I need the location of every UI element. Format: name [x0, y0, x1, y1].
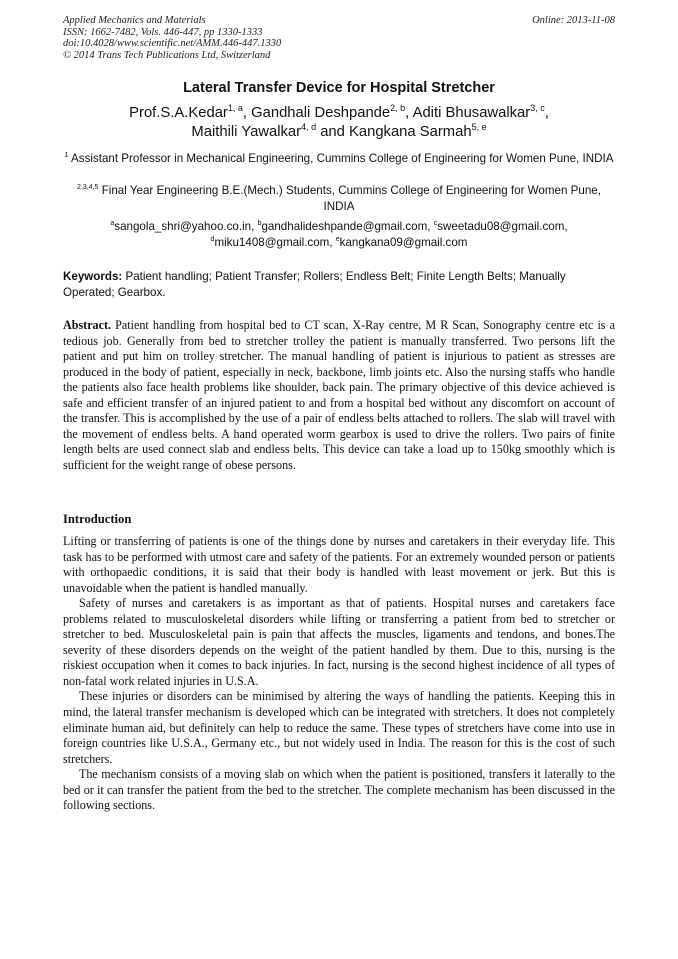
- journal-header: [63, 15, 615, 61]
- author-name: Gandhali Deshpande: [251, 105, 391, 121]
- author-name: Prof.S.A.Kedar: [129, 105, 228, 121]
- abstract-label: Abstract.: [63, 318, 112, 332]
- email-sup: d: [210, 235, 215, 243]
- email-address[interactable]: gandhalideshpande@gmail.com,: [261, 220, 434, 233]
- author: [191, 124, 349, 140]
- author-name: Kangkana Sarmah: [349, 124, 472, 140]
- paragraph: The mechanism consists of a moving slab on which when the patient is positioned, transfers it laterally to the bed or it can transfer the patient from the bed to the stretcher. The complete mechanism has been discussed in the following sections.: [63, 767, 615, 813]
- email-list: [63, 219, 615, 250]
- online-date: Online: 2013-11-08: [532, 15, 615, 26]
- affiliation-sup: 1: [64, 152, 69, 160]
- email-address[interactable]: sangola_shri@yahoo.co.in,: [114, 220, 258, 233]
- abstract: [63, 318, 615, 473]
- affiliation-text: Final Year Engineering B.E.(Mech.) Students, Cummins College of Engineering for Women Pune, INDIA: [101, 184, 601, 213]
- author-name: Aditi Bhusawalkar: [412, 105, 531, 121]
- affiliation-1: [63, 151, 615, 167]
- author: [349, 124, 487, 140]
- author-sup: 5, e: [471, 122, 487, 133]
- keywords: [63, 269, 615, 300]
- email-sup: c: [433, 220, 438, 228]
- author: [129, 105, 251, 121]
- affiliation-text: Assistant Professor in Mechanical Engineering, Cummins College of Engineering for Women Pune, INDIA: [71, 152, 614, 165]
- author: [251, 105, 412, 121]
- author-sup: 1, a: [227, 103, 243, 114]
- email-sup: a: [110, 220, 115, 228]
- issn-line: ISSN: 1662-7482, Vols. 446-447, pp 1330-1333: [63, 26, 263, 38]
- author-sup: 4, d: [301, 122, 317, 133]
- introduction-body: [63, 534, 615, 814]
- email-address[interactable]: kangkana09@gmail.com: [339, 235, 468, 249]
- author-sup: 3, c: [530, 103, 545, 114]
- author: [413, 105, 549, 121]
- author-sep: ,: [405, 105, 413, 121]
- abstract-text: Patient handling from hospital bed to CT scan, X-Ray centre, M R Scan, Sonography centre etc is a tedious job. Generally from bed to stretcher trolley the patient is manually transferred. Two persons lift the patient and put him on trolley stretcher. The manual handling of patient is injurious to patient as stresses are produced in the body of patient, especially in neck, backbone, limb joints etc. Also the nursing staffs who handle the patients also face health problems like shoulder, back pain. The primary objective of this device achieved is safe and efficient transfer of an injured patient to and from a hospital bed without any discomfort on account of the transfer. This is accomplished by the use of a pair of endless belts attached to rollers. The slab will travel with the movement of endless belts. A hand operated worm gearbox is used to drive the rollers. Two pairs of finite length belts are used connect slab and endless belts. This device can take a load up to 150kg smoothly which is sufficient for the weight range of obese persons.: [63, 318, 615, 472]
- copyright-line: © 2014 Trans Tech Publications Ltd, Switzerland: [63, 49, 271, 61]
- author-sup: 2, b: [390, 103, 406, 114]
- keywords-label: Keywords:: [63, 270, 123, 283]
- paragraph: Lifting or transferring of patients is one of the things done by nurses and caretakers in their everyday life. This task has to be performed with utmost care and safety of the patients. For an extremely wounded person or patients with orthopaedic conditions, it is said that their body is handled with least movement or jerk. But this is unavoidable when the patient is handled manually.: [63, 534, 615, 595]
- author-list: [63, 104, 615, 142]
- affiliation-2: [63, 183, 615, 214]
- paragraph: Safety of nurses and caretakers is as important as that of patients. Hospital nurses and caretakers face problems related to musculoskeletal disorders while lifting or transferring a patient from bed to stretcher or stretcher to bed. Musculoskeletal pain is pain that affects the muscles, ligaments and tendons, and bones.The severity of these disorders depends on the weight of the patient handled by them. Due to this, nursing is the riskiest occupation when it comes to back injuries. In fact, nursing is the second highest incidence of all types of non-fatal work related injuries in U.S.A.: [63, 596, 615, 688]
- email-address[interactable]: miku1408@gmail.com,: [214, 235, 336, 249]
- author-sep: ,: [242, 105, 252, 121]
- author-name: Maithili Yawalkar: [191, 124, 302, 140]
- affiliation-sup: 2,3,4,5: [77, 184, 99, 192]
- email-address[interactable]: sweetadu08@gmail.com,: [437, 220, 568, 233]
- paper-title: Lateral Transfer Device for Hospital Stretcher: [183, 80, 495, 96]
- keywords-text: Patient handling; Patient Transfer; Rollers; Endless Belt; Finite Length Belts; Manually Operated; Gearbox.: [63, 270, 566, 299]
- email-sup: b: [257, 220, 262, 228]
- paragraph: These injuries or disorders can be minimised by altering the ways of handling the patients. Keeping this in mind, the lateral transfer mechanism is developed which can be integrated with stretchers. It does not completely eliminate human aid, but definitely can help to reduce the same. These types of stretchers have come into use in foreign countries like U.S.A., Germany etc., but not widely used in India. The reason for this is the cost of such stretchers.: [63, 689, 615, 766]
- doi-line: doi:10.4028/www.scientific.net/AMM.446-447.1330: [63, 38, 282, 50]
- author-sep: and: [316, 124, 349, 140]
- journal-name: Applied Mechanics and Materials: [63, 15, 206, 26]
- email-sup: e: [335, 235, 340, 243]
- author-sep: ,: [544, 105, 549, 121]
- section-heading: Introduction: [63, 512, 132, 526]
